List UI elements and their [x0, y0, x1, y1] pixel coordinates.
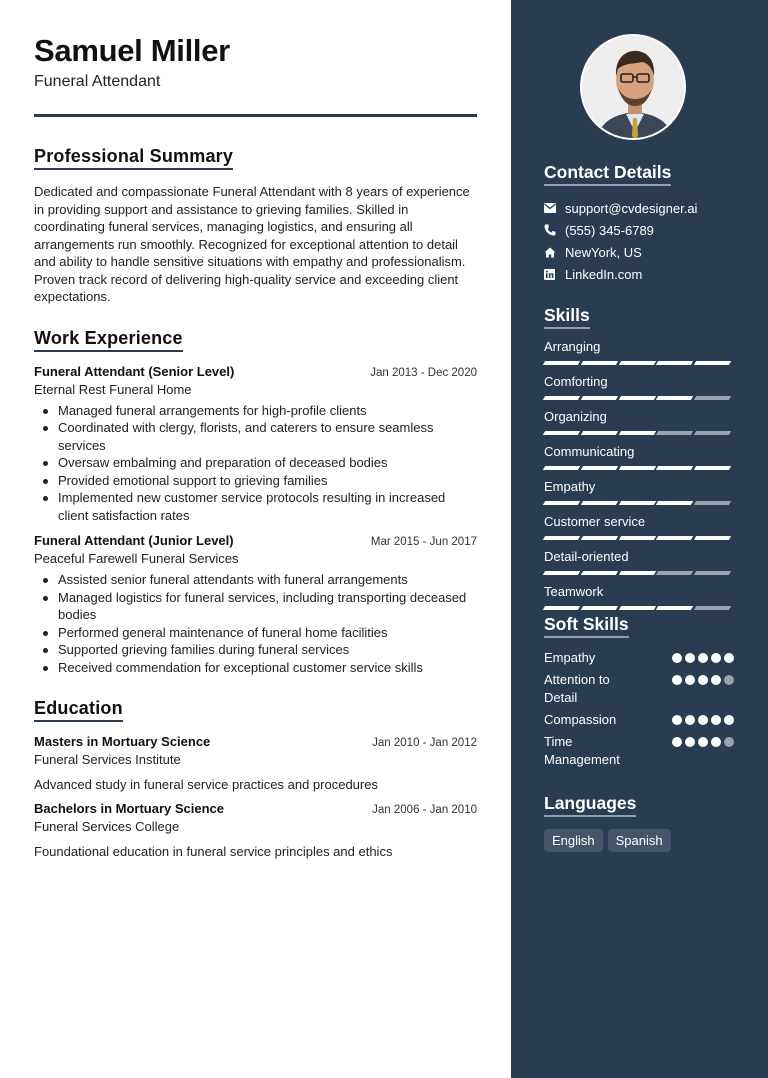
skill-rating-bar [544, 501, 734, 505]
job-bullet: Managed logistics for funeral services, including transporting deceased bodies [34, 589, 477, 624]
skill-level-segment [581, 571, 618, 575]
profile-photo [580, 34, 686, 140]
soft-skill-name: Time Management [544, 734, 620, 767]
job-bullets [34, 402, 477, 525]
job-entry [34, 364, 477, 525]
summary-text: Dedicated and compassionate Funeral Attendant with 8 years of experience in providing support and assistance to grieving families. Skilled in coordinating funeral services, managing logistics, and ensuring all arrangements run smoothly. Recognized for exceptional attention to detail and ability to handle sensitive situations with empathy and professionalism. Proven track record of delivering high-quality service and exceeding client expectations. [34, 184, 470, 304]
skill-level-segment [694, 501, 731, 505]
skill-level-segment [543, 396, 580, 400]
skill-level-segment [543, 431, 580, 435]
skill-level-segment [694, 431, 731, 435]
rating-dot [711, 675, 721, 685]
skill-item [544, 479, 734, 505]
degree-date: Jan 2006 - Jan 2010 [372, 804, 477, 816]
summary-title: Professional Summary [34, 146, 233, 170]
language-tag: Spanish [608, 829, 671, 852]
skill-level-segment [543, 466, 580, 470]
contact-title: Contact Details [544, 162, 671, 186]
skill-level-segment [618, 431, 655, 435]
skill-level-segment [656, 501, 693, 505]
skill-rating-bar [544, 361, 734, 365]
skill-level-segment [618, 396, 655, 400]
rating-dot [724, 653, 734, 663]
job-entry [34, 533, 477, 676]
linkedin-icon [544, 269, 565, 280]
soft-skill-item [544, 671, 734, 707]
person-portrait-icon [582, 36, 686, 140]
rating-dot [685, 675, 695, 685]
skill-rating-bar [544, 571, 734, 575]
skills-list [544, 339, 734, 610]
candidate-role: Funeral Attendant [34, 73, 161, 90]
skill-level-segment [581, 536, 618, 540]
rating-dot [685, 737, 695, 747]
rating-dot [711, 737, 721, 747]
skill-name: Teamwork [544, 584, 604, 599]
skill-rating-bar [544, 431, 734, 435]
job-bullet: Provided emotional support to grieving families [34, 472, 477, 490]
degree-description: Foundational education in funeral service principles and ethics [34, 844, 393, 859]
skill-level-segment [581, 501, 618, 505]
contact-email-text: support@cvdesigner.ai [565, 200, 698, 216]
skill-level-segment [581, 431, 618, 435]
skill-item [544, 549, 734, 575]
rating-dot [698, 675, 708, 685]
summary-section [34, 146, 477, 306]
contact-phone-text: (555) 345-6789 [565, 222, 654, 238]
skill-level-segment [543, 571, 580, 575]
skill-rating-bar [544, 536, 734, 540]
skill-level-segment [694, 536, 731, 540]
job-bullet: Oversaw embalming and preparation of deceased bodies [34, 454, 477, 472]
contact-location [544, 241, 734, 263]
skill-level-segment [618, 571, 655, 575]
degree-title: Masters in Mortuary Science [34, 734, 211, 749]
skill-level-segment [656, 536, 693, 540]
soft-skill-rating [672, 653, 734, 663]
work-section [34, 328, 477, 677]
contact-linkedin[interactable] [544, 263, 734, 285]
job-company: Peaceful Farewell Funeral Services [34, 551, 239, 566]
job-company: Eternal Rest Funeral Home [34, 381, 192, 397]
job-bullets [34, 571, 477, 676]
degree-title: Bachelors in Mortuary Science [34, 801, 225, 816]
skill-item [544, 409, 734, 435]
school-name: Funeral Services Institute [34, 752, 181, 767]
rating-dot [672, 653, 682, 663]
skill-level-segment [543, 606, 580, 610]
skill-level-segment [694, 361, 731, 365]
soft-skill-item [544, 733, 734, 769]
work-title: Work Experience [34, 328, 183, 352]
skill-name: Organizing [544, 409, 607, 424]
rating-dot [685, 715, 695, 725]
skill-item [544, 444, 734, 470]
degree-date: Jan 2010 - Jan 2012 [372, 737, 477, 749]
skill-level-segment [581, 466, 618, 470]
skill-level-segment [694, 396, 731, 400]
skill-level-segment [656, 606, 693, 610]
skills-title: Skills [544, 305, 590, 329]
skill-level-segment [618, 536, 655, 540]
soft-skill-item [544, 711, 734, 729]
school-name: Funeral Services College [34, 819, 180, 834]
skill-level-segment [581, 606, 618, 610]
rating-dot [724, 737, 734, 747]
rating-dot [711, 653, 721, 663]
skill-item [544, 584, 734, 610]
skill-level-segment [618, 466, 655, 470]
rating-dot [698, 715, 708, 725]
skill-level-segment [543, 536, 580, 540]
job-date: Jan 2013 - Dec 2020 [370, 366, 477, 379]
soft-skill-rating [672, 715, 734, 725]
education-entry [34, 801, 477, 859]
job-bullet: Performed general maintenance of funeral home facilities [34, 624, 477, 642]
skill-item [544, 374, 734, 400]
skill-level-segment [618, 606, 655, 610]
languages-section [544, 793, 744, 852]
soft-skill-rating [672, 675, 734, 685]
rating-dot [672, 737, 682, 747]
rating-dot [698, 653, 708, 663]
rating-dot [672, 715, 682, 725]
education-title: Education [34, 698, 123, 722]
header-divider [34, 114, 477, 117]
skill-name: Customer service [544, 514, 646, 529]
skill-level-segment [656, 466, 693, 470]
job-title: Funeral Attendant (Junior Level) [34, 533, 234, 548]
rating-dot [672, 675, 682, 685]
skill-rating-bar [544, 466, 734, 470]
skill-level-segment [656, 571, 693, 575]
skills-section [544, 305, 734, 610]
contact-location-text: NewYork, US [565, 244, 642, 260]
rating-dot [724, 675, 734, 685]
sidebar [511, 0, 768, 1078]
skill-level-segment [618, 361, 655, 365]
degree-description: Advanced study in funeral service practices and procedures [34, 777, 378, 792]
skill-level-segment [618, 501, 655, 505]
job-bullet: Received commendation for exceptional customer service skills [34, 659, 477, 677]
contact-section [544, 162, 734, 285]
soft-skill-name: Empathy [544, 650, 596, 665]
skill-level-segment [694, 571, 731, 575]
soft-skills-title: Soft Skills [544, 614, 629, 638]
home-icon [544, 247, 565, 258]
rating-dot [685, 653, 695, 663]
soft-skill-rating [672, 737, 734, 747]
rating-dot [711, 715, 721, 725]
soft-skills-section [544, 614, 734, 773]
skill-name: Arranging [544, 339, 601, 354]
skill-item [544, 339, 734, 365]
skill-name: Communicating [544, 444, 635, 459]
contact-email[interactable] [544, 197, 734, 219]
skill-level-segment [543, 501, 580, 505]
skill-level-segment [543, 361, 580, 365]
skill-level-segment [656, 361, 693, 365]
job-title: Funeral Attendant (Senior Level) [34, 363, 235, 379]
skill-name: Empathy [544, 479, 596, 494]
skill-item [544, 514, 734, 540]
skill-level-segment [581, 361, 618, 365]
candidate-name: Samuel Miller [34, 33, 230, 68]
job-bullet: Coordinated with clergy, florists, and caterers to ensure seamless services [34, 419, 477, 454]
job-bullet: Supported grieving families during funeral services [34, 641, 477, 659]
languages-title: Languages [544, 793, 636, 817]
job-date: Mar 2015 - Jun 2017 [370, 536, 477, 548]
skill-rating-bar [544, 606, 734, 610]
contact-linkedin-text: LinkedIn.com [565, 266, 643, 282]
rating-dot [698, 737, 708, 747]
skill-name: Detail-oriented [544, 549, 629, 564]
job-bullet: Managed funeral arrangements for high-profile clients [34, 402, 477, 420]
skill-name: Comforting [544, 374, 608, 389]
job-bullet: Assisted senior funeral attendants with funeral arrangements [34, 571, 477, 589]
contact-phone[interactable] [544, 219, 734, 241]
skill-rating-bar [544, 396, 734, 400]
envelope-icon [544, 203, 565, 213]
skill-level-segment [656, 431, 693, 435]
soft-skill-name: Attention to Detail [544, 672, 610, 705]
skill-level-segment [694, 606, 731, 610]
education-section [34, 698, 477, 859]
phone-icon [544, 224, 565, 236]
education-entry [34, 734, 477, 792]
job-bullet: Implemented new customer service protocols resulting in increased client satisfaction rates [34, 489, 477, 524]
language-tag: English [544, 829, 603, 852]
skill-level-segment [694, 466, 731, 470]
soft-skill-item [544, 649, 734, 667]
rating-dot [724, 715, 734, 725]
skill-level-segment [581, 396, 618, 400]
soft-skill-name: Compassion [544, 712, 617, 727]
skill-level-segment [656, 396, 693, 400]
